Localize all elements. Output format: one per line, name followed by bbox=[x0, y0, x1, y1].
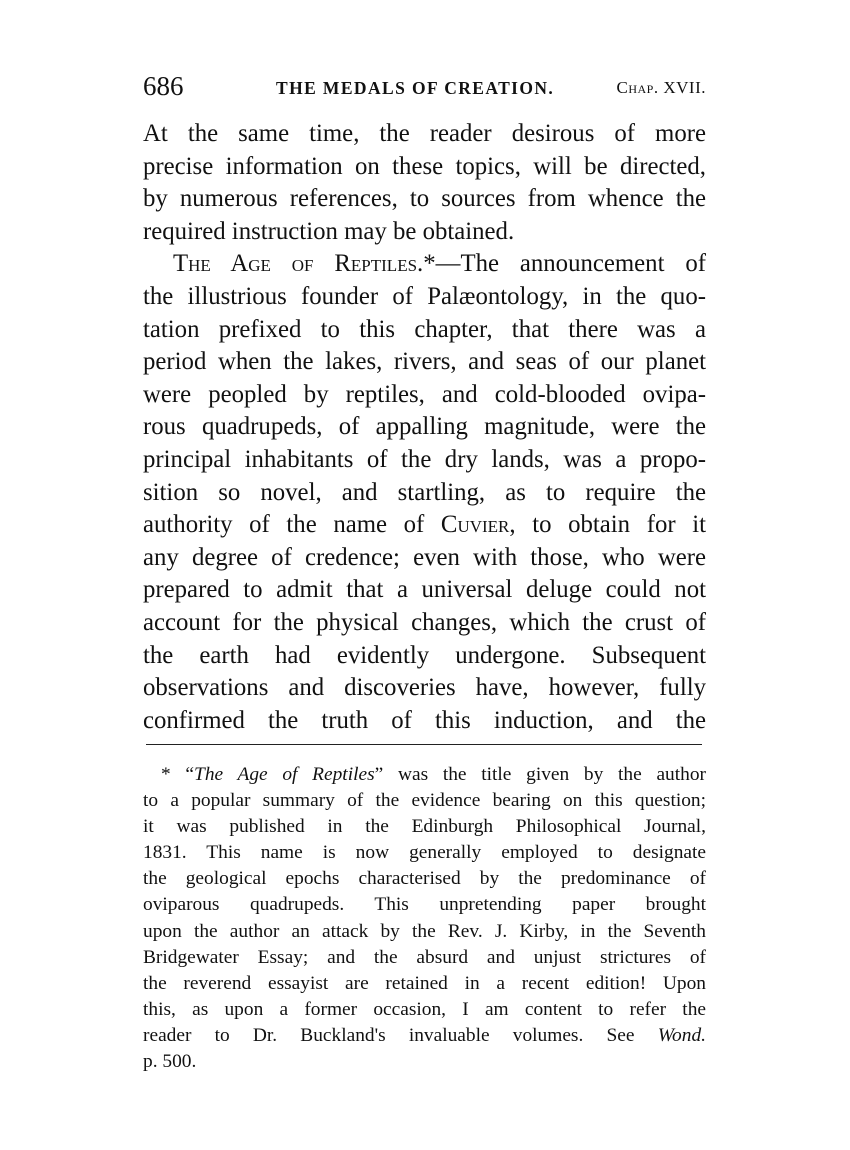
footnote-line: upon the author an attack by the Rev. J. Kirby, in the Seventh bbox=[143, 920, 706, 942]
text-line: required instruction may be obtained. bbox=[143, 217, 515, 245]
text-fragment: ” was the title given by the author bbox=[374, 764, 706, 785]
footnote-line: the geological epochs characterised by the predominance of bbox=[143, 868, 706, 890]
footnote-line: oviparous quadrupeds. This unpretending paper brought bbox=[143, 894, 706, 916]
running-title: THE MEDALS OF CREATION. bbox=[276, 78, 555, 98]
footnote-marker: * “ bbox=[161, 764, 195, 785]
page-number: 686 bbox=[143, 71, 184, 101]
name-cuvier: Cuvier bbox=[440, 511, 510, 539]
text-line: period when the lakes, rivers, and seas of our planet bbox=[143, 348, 706, 376]
text-line: rous quadrupeds, of appalling magnitude, were the bbox=[143, 413, 706, 441]
text-line: At the same time, the reader desirous of more bbox=[143, 120, 706, 147]
text-line: confirmed the truth of this induction, and the bbox=[143, 706, 706, 734]
footnote-line: 1831. This name is now generally employed to designate bbox=[143, 842, 706, 864]
text-line: prepared to admit that a universal deluge could not bbox=[143, 576, 706, 604]
page-header bbox=[143, 68, 706, 104]
footnote-line: p. 500. bbox=[143, 1051, 197, 1073]
footnote-line: this, as upon a former occasion, I am content to refer the bbox=[143, 998, 706, 1020]
text-line: the illustrious founder of Palæontology, in the quo- bbox=[143, 282, 706, 310]
section-heading: The Age of Reptiles.* bbox=[173, 250, 436, 278]
text-line: were peopled by reptiles, and cold-blooded ovipa- bbox=[143, 380, 706, 408]
text-line: any degree of credence; even with those, who were bbox=[143, 543, 706, 571]
footnote-line: Bridgewater Essay; and the absurd and unjust strictures of bbox=[143, 946, 706, 968]
text-line: tation prefixed to this chapter, that there was a bbox=[143, 315, 706, 343]
main-text bbox=[143, 118, 706, 737]
footnote-line bbox=[143, 1023, 706, 1049]
text-fragment: reader to Dr. Buckland's invaluable volumes. See bbox=[143, 1024, 658, 1046]
footnote-title: The Age of Reptiles bbox=[194, 764, 375, 785]
text-fragment: authority bbox=[143, 511, 233, 539]
footnote bbox=[143, 762, 706, 1075]
chapter-label: Chap. XVII. bbox=[616, 78, 706, 97]
text-line: account for the physical changes, which the crust of bbox=[143, 608, 706, 636]
text-fragment: , to obtain for it bbox=[509, 511, 706, 539]
text-line bbox=[143, 248, 706, 281]
text-line: the earth had evidently undergone. Subsequent bbox=[143, 641, 706, 669]
text-line: precise information on these topics, will be directed, bbox=[143, 152, 706, 180]
footnote-ref: Wond. bbox=[657, 1024, 706, 1046]
text-line: sition so novel, and startling, as to require the bbox=[143, 478, 706, 506]
text-fragment: of the name of bbox=[249, 511, 441, 539]
text-line: by numerous references, to sources from whence the bbox=[143, 185, 706, 213]
text-line: observations and discoveries have, however, fully bbox=[143, 674, 706, 702]
text-fragment: —The announcement of bbox=[435, 250, 706, 278]
text-line bbox=[143, 509, 706, 542]
footnote-divider bbox=[146, 744, 702, 745]
footnote-line: to a popular summary of the evidence bearing on this question; bbox=[143, 790, 706, 812]
footnote-line bbox=[143, 762, 706, 788]
footnote-line: the reverend essayist are retained in a recent edition! Upon bbox=[143, 972, 706, 994]
text-line: principal inhabitants of the dry lands, was a propo- bbox=[143, 445, 706, 473]
footnote-line: it was published in the Edinburgh Philosophical Journal, bbox=[143, 816, 706, 838]
